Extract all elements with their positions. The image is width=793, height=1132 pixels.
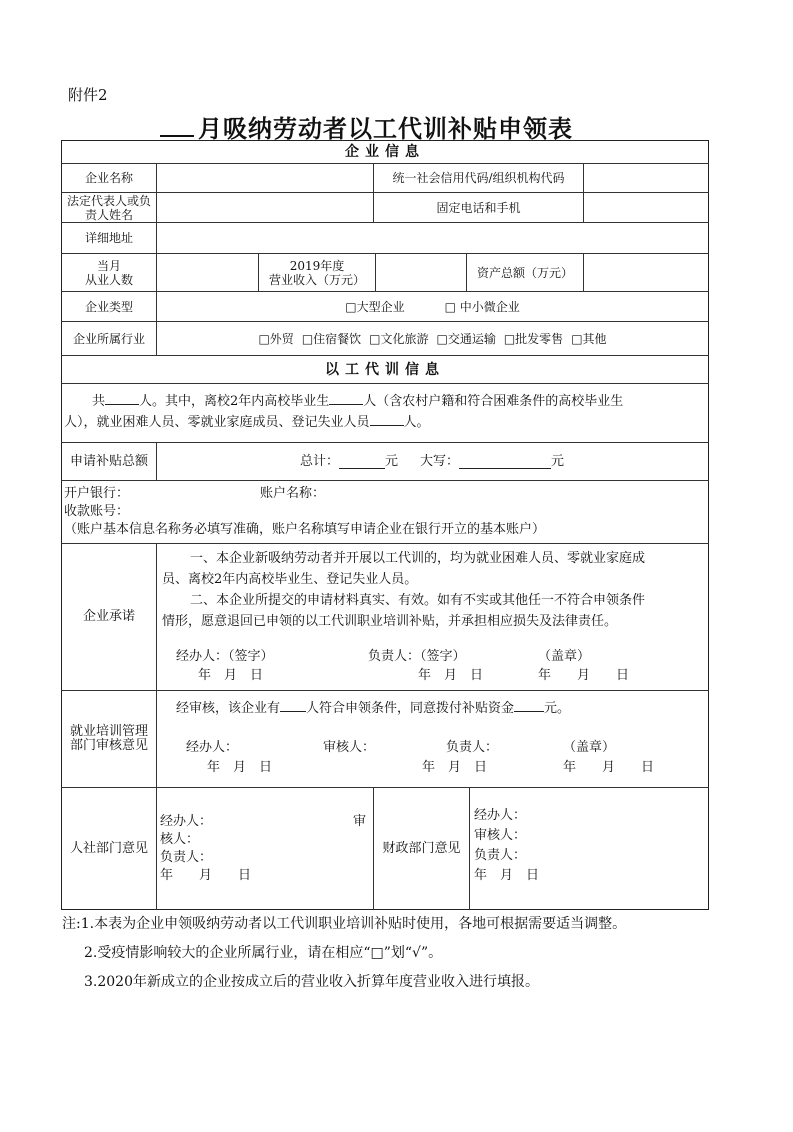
text: 共: [92, 394, 106, 409]
note-2: 2.受疫情影响较大的企业所属行业，请在相应“□”划“√”。: [84, 945, 443, 961]
hr-opinion-label: 人社部门意见: [69, 840, 148, 856]
assets-field[interactable]: [584, 254, 708, 291]
account-name-label: 账户名称：: [260, 486, 326, 501]
capital-amount-blank[interactable]: [459, 455, 551, 469]
review-approval-line: [176, 698, 570, 719]
approved-amount-blank[interactable]: [514, 698, 544, 712]
review-date1: 年 月 日: [207, 760, 273, 775]
hr-reviewer: 核人：: [160, 832, 200, 847]
address-label: 详细地址: [84, 231, 133, 245]
unemployed-count-blank[interactable]: [370, 412, 404, 426]
title-text: 月吸纳劳动者以工代训补贴申领表: [198, 114, 573, 143]
address-field[interactable]: [157, 223, 708, 253]
hr-responsible: 负责人：: [160, 850, 213, 865]
enterprise-name-field[interactable]: [157, 164, 373, 192]
finance-responsible: 负责人：: [474, 848, 527, 863]
revenue-label-line2: 营业收入（万元）: [268, 272, 365, 287]
total-amount-blank[interactable]: [339, 455, 385, 469]
account-no-label: 收款账号：: [64, 504, 130, 519]
review-handler: 经办人：: [186, 740, 239, 755]
page-title: [160, 109, 573, 144]
finance-handler: 经办人：: [474, 808, 527, 823]
section-training-info: 以工代训信息: [325, 361, 445, 378]
industry-retail-checkbox[interactable]: □批发零售: [503, 331, 564, 346]
capital-label: 大写：: [420, 453, 460, 469]
employees-field[interactable]: [157, 254, 258, 291]
hr-date: 年 月 日: [160, 868, 252, 883]
row-divider: [61, 480, 709, 481]
industry-hospitality-checkbox[interactable]: □住宿餐饮: [301, 331, 362, 346]
unit: 元: [385, 453, 399, 469]
column-divider: [156, 442, 157, 480]
sme-checkbox[interactable]: □ 中小微企业: [444, 299, 520, 314]
commitment-date3: 年 月 日: [538, 668, 630, 683]
text: 人（含农村户籍和符合困难条件的高校毕业生: [363, 394, 624, 409]
employees-label: [62, 254, 156, 291]
note-1: 注:1.本表为企业申领吸纳劳动者以工代训职业培训补贴时使用，各地可根据需要适当调整。: [62, 916, 627, 932]
industry-transport-checkbox[interactable]: □交通运输: [436, 331, 496, 346]
graduates-count-blank[interactable]: [329, 391, 363, 405]
enterprise-type-options: [157, 292, 708, 321]
credit-code-label: 统一社会信用代码/组织机构代码: [392, 171, 565, 185]
text: 人符合申领条件，同意拨付补贴资金: [306, 701, 515, 716]
industry-tourism-checkbox[interactable]: □文化旅游: [369, 331, 429, 346]
phone-field[interactable]: [584, 193, 708, 222]
commitment-p2-l2: 情形，愿意退回已申领的以工代训职业培训补贴，并承担相应损失及法律责任。: [162, 614, 618, 629]
revenue-field[interactable]: [376, 254, 466, 291]
commitment-date2: 年 月 日: [418, 668, 484, 683]
review-label: [62, 691, 156, 787]
column-divider: [469, 787, 470, 910]
review-date3: 年 月 日: [563, 760, 655, 775]
approved-count-blank[interactable]: [280, 698, 306, 712]
commitment-seal: （盖章）: [538, 649, 591, 664]
unit: 元: [551, 453, 565, 469]
text: 人），就业困难人员、零就业家庭成员、登记失业人员: [64, 415, 370, 430]
text: 元。: [544, 701, 571, 716]
industry-foreign-trade-checkbox[interactable]: □外贸: [258, 331, 294, 346]
amount-line: [300, 443, 590, 480]
total-label: 总计：: [300, 453, 340, 469]
finance-date: 年 月 日: [474, 868, 540, 883]
column-divider: [156, 543, 157, 910]
bank-note: （账户基本信息名称务必填写准确，账户名称填写申请企业在银行开立的基本账户）: [64, 522, 546, 537]
enterprise-name-label: 企业名称: [84, 171, 133, 185]
enterprise-type-label: 企业类型: [84, 299, 133, 314]
note-3: 3.2020年新成立的企业按成立后的营业收入折算年度营业收入进行填报。: [84, 974, 539, 990]
large-enterprise-checkbox[interactable]: □大型企业: [345, 299, 405, 314]
review-label-line2: 部门审核意见: [69, 738, 148, 753]
section-enterprise-info: 企业信息: [345, 144, 425, 160]
legal-rep-field[interactable]: [157, 193, 373, 222]
attachment-label: 附件2: [68, 86, 108, 104]
revenue-label: [259, 254, 375, 291]
employees-label-line2: 从业人数: [84, 272, 133, 287]
bank-label: 开户银行：: [64, 486, 130, 501]
review-reviewer: 审核人：: [323, 740, 376, 755]
commitment-date1: 年 月 日: [198, 668, 264, 683]
review-date2: 年 月 日: [422, 760, 488, 775]
month-blank[interactable]: [160, 113, 194, 137]
review-responsible: 负责人：: [446, 740, 499, 755]
training-info-line1: [92, 391, 623, 412]
legal-rep-label: 法定代表人或负责人姓名: [66, 193, 151, 222]
revenue-label-line1: 2019年度: [289, 258, 345, 273]
text: 人。其中，离校2年内高校毕业生: [139, 394, 330, 409]
text: 人。: [403, 415, 430, 430]
industry-options: [157, 322, 708, 355]
row-divider: [61, 543, 709, 544]
commitment-p2-l1: 二、本企业所提交的申请材料真实、有效。如有不实或其他任一不符合申领条件: [190, 593, 646, 608]
commitment-label: 企业承诺: [82, 609, 135, 624]
review-seal: （盖章）: [563, 740, 616, 755]
apply-total-label: 申请补贴总额: [69, 453, 148, 469]
commitment-handler: 经办人：（签字）: [176, 649, 274, 664]
review-label-line1: 就业培训管理: [69, 724, 148, 739]
text: 经审核，该企业有: [176, 701, 281, 716]
phone-label: 固定电话和手机: [436, 200, 521, 215]
finance-opinion-label: 财政部门意见: [382, 840, 461, 856]
commitment-p1-l2: 员、离校2年内高校毕业生、登记失业人员。: [162, 572, 418, 587]
row-divider: [61, 690, 709, 691]
row-divider: [61, 383, 709, 384]
credit-code-field[interactable]: [584, 164, 708, 192]
finance-reviewer: 审核人：: [474, 828, 527, 843]
employees-label-line1: 当月: [96, 258, 121, 273]
training-info-line2: [64, 412, 430, 433]
commitment-responsible: 负责人：（签字）: [368, 649, 466, 664]
commitment-p1-l1: 一、本企业新吸纳劳动者并开展以工代训的，均为就业困难人员、零就业家庭成: [190, 551, 646, 566]
total-count-blank[interactable]: [105, 391, 139, 405]
hr-handler: 经办人：: [160, 814, 213, 829]
assets-label: 资产总额（万元）: [476, 265, 573, 280]
hr-reviewer-part: 审: [353, 814, 367, 829]
industry-label: 企业所属行业: [72, 331, 145, 346]
industry-other-checkbox[interactable]: □其他: [571, 331, 607, 346]
